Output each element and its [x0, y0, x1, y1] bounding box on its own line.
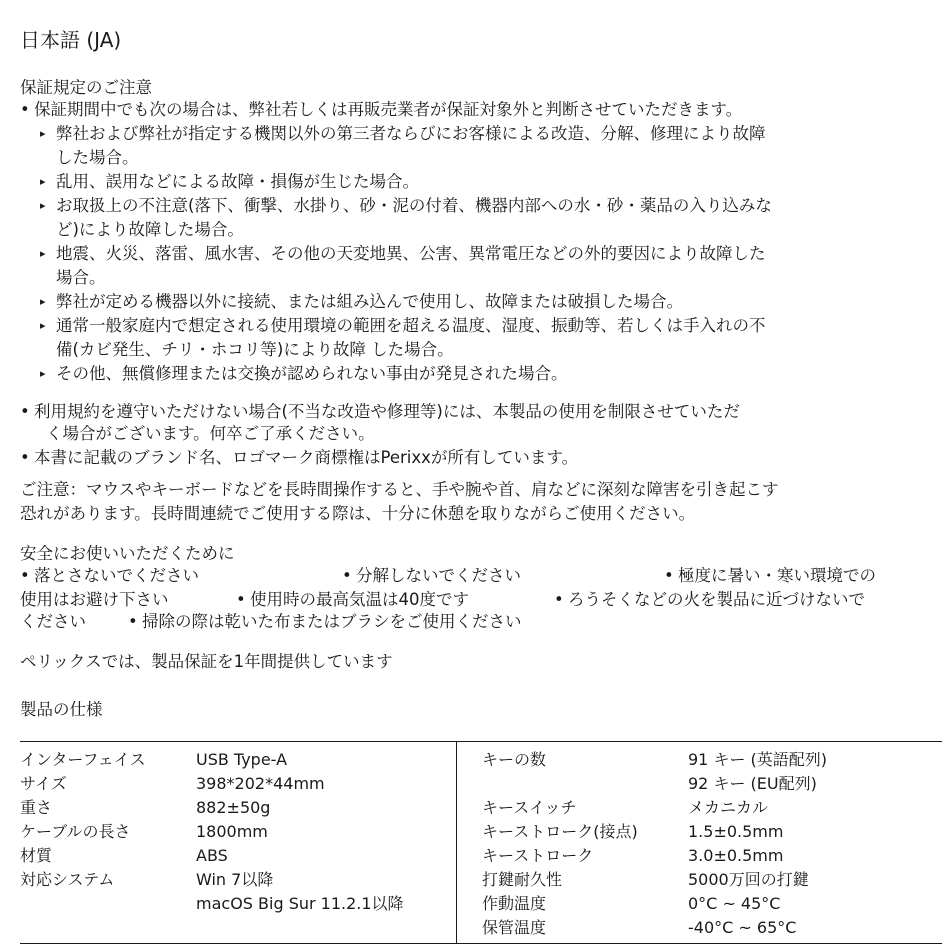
case-line: 地震、火災、落雷、風水害、その他の天変地異、公害、異常電圧などの外的要因により故障した — [56, 244, 766, 263]
case-line: 乱用、誤用などによる故障・損傷が生じた場合。 — [56, 172, 419, 191]
safety-item — [128, 610, 522, 634]
spec-value: 3.0±0.5mm — [688, 846, 784, 865]
case-item — [40, 314, 766, 338]
note-continuation: く場合がございます。何卒ご了承ください。 — [46, 424, 375, 443]
guarantee-text: ペリックスでは、製品保証を1年間提供しています — [20, 652, 393, 671]
spec-value: 1800mm — [196, 822, 268, 841]
spec-label: キースイッチ — [482, 798, 577, 817]
spec-value: macOS Big Sur 11.2.1以降 — [196, 894, 404, 913]
case-line: 弊社および弊社が指定する機関以外の第三者ならびにお客様による改造、分解、修理により故障 — [56, 124, 766, 143]
spec-label: ケーブルの長さ — [20, 822, 131, 841]
safety-item-text: 分解しないでください — [356, 566, 521, 585]
triangle-bullet-icon: ▸ — [40, 367, 46, 380]
spec-value: 91 キー (英語配列) — [688, 750, 828, 769]
case-line: お取扱上の不注意(落下、衝撃、水掛り、砂・泥の付着、機器内部への水・砂・薬品の入り込みな — [56, 196, 772, 215]
spec-value: メカニカル — [688, 798, 769, 817]
triangle-bullet-icon: ▸ — [40, 247, 46, 260]
spec-value: -40°C ~ 65°C — [688, 918, 797, 937]
bullet-icon: • — [342, 566, 352, 585]
bullet-icon: • — [128, 612, 138, 631]
case-item — [40, 290, 683, 314]
note-item — [20, 400, 740, 424]
spec-value: 5000万回の打鍵 — [688, 870, 809, 889]
spec-label: キーの数 — [482, 750, 547, 769]
spec-label: 保管温度 — [482, 918, 547, 937]
triangle-bullet-icon: ▸ — [40, 127, 46, 140]
case-continuation: ど)により故障した場合。 — [56, 220, 244, 239]
spec-label: インターフェイス — [20, 750, 146, 769]
spec-value: 882±50g — [196, 798, 271, 817]
safety-item — [664, 564, 876, 588]
safety-item — [20, 564, 199, 588]
warranty-heading: 保証規定のご注意 — [20, 78, 152, 97]
bullet-icon: • — [20, 566, 30, 585]
spec-label: 対応システム — [20, 870, 115, 889]
triangle-bullet-icon: ▸ — [40, 199, 46, 212]
note-line: 本書に記載のブランド名、ロゴマーク商標権はPerixxが所有しています。 — [34, 448, 579, 467]
specs-heading: 製品の仕様 — [20, 700, 103, 719]
spec-label: 材質 — [20, 846, 53, 865]
case-item — [40, 170, 419, 194]
case-line: 弊社が定める機器以外に接続、または組み込んで使用し、故障または破損した場合。 — [56, 292, 683, 311]
spec-label: キーストローク(接点) — [482, 822, 638, 841]
safety-item-continuation: 使用はお避け下さい — [20, 590, 169, 609]
bullet-icon: • — [20, 100, 30, 119]
triangle-bullet-icon: ▸ — [40, 295, 46, 308]
case-continuation: 備(カビ発生、チリ・ホコリ等)により故障 した場合。 — [56, 340, 454, 359]
warranty-intro-text: 保証期間中でも次の場合は、弊社若しくは再販売業者が保証対象外と判断させていただきます。 — [34, 100, 743, 119]
spec-label: 打鍵耐久性 — [482, 870, 563, 889]
bullet-icon: • — [20, 448, 30, 467]
triangle-bullet-icon: ▸ — [40, 319, 46, 332]
spec-value: ABS — [196, 846, 228, 865]
triangle-bullet-icon: ▸ — [40, 175, 46, 188]
safety-item-text: 極度に暑い・寒い環境での — [678, 566, 876, 585]
note-line: 利用規約を遵守いただけない場合(不当な改造や修理等)には、本製品の使用を制限させていただ — [34, 402, 740, 421]
case-line: 通常一般家庭内で想定される使用環境の範囲を超える温度、湿度、振動等、若しくは手入れの不 — [56, 316, 766, 335]
safety-item-continuation: ください — [20, 612, 86, 631]
spec-label: キーストローク — [482, 846, 594, 865]
case-line: その他、無償修理または交換が認められない事由が発見された場合。 — [56, 364, 568, 383]
safety-item-text: 掃除の際は乾いた布またはブラシをご使用ください — [142, 612, 522, 631]
case-continuation: 場合。 — [56, 268, 106, 287]
safety-heading: 安全にお使いいただくために — [20, 544, 235, 563]
case-item — [40, 362, 568, 386]
case-item — [40, 242, 766, 266]
spec-value: 398*202*44mm — [196, 774, 325, 793]
safety-item — [236, 588, 469, 612]
caution-line-2: 恐れがあります。長時間連続でご使用する際は、十分に休憩を取りながらご使用ください。 — [20, 504, 696, 523]
table-bottom-rule — [20, 943, 942, 944]
spec-label: サイズ — [20, 774, 67, 793]
spec-value: USB Type-A — [196, 750, 288, 769]
bullet-icon: • — [236, 590, 246, 609]
spec-value: 0°C ~ 45°C — [688, 894, 781, 913]
case-item — [40, 194, 772, 218]
table-top-rule — [20, 741, 942, 742]
caution-line-1: ご注意：マウスやキーボードなどを長時間操作すると、手や腕や首、肩などに深刻な障害を引き起こす — [20, 480, 779, 499]
spec-label: 重さ — [20, 798, 53, 817]
page-title: 日本語 (JA) — [20, 28, 122, 52]
spec-label: 作動温度 — [482, 894, 547, 913]
safety-item — [554, 588, 865, 612]
case-item — [40, 122, 766, 146]
spec-value: 1.5±0.5mm — [688, 822, 784, 841]
warranty-intro — [20, 98, 742, 122]
bullet-icon: • — [20, 402, 30, 421]
spec-value: 92 キー (EU配列) — [688, 774, 817, 793]
bullet-icon: • — [554, 590, 564, 609]
safety-item-text: 使用時の最高気温は40度です — [250, 590, 469, 609]
safety-item — [342, 564, 521, 588]
bullet-icon: • — [664, 566, 674, 585]
case-continuation: した場合。 — [56, 148, 139, 167]
table-divider — [456, 741, 457, 943]
safety-item-text: 落とさないでください — [34, 566, 199, 585]
safety-item-text: ろうそくなどの火を製品に近づけないで — [568, 590, 865, 609]
note-item — [20, 446, 578, 470]
spec-value: Win 7以降 — [196, 870, 274, 889]
